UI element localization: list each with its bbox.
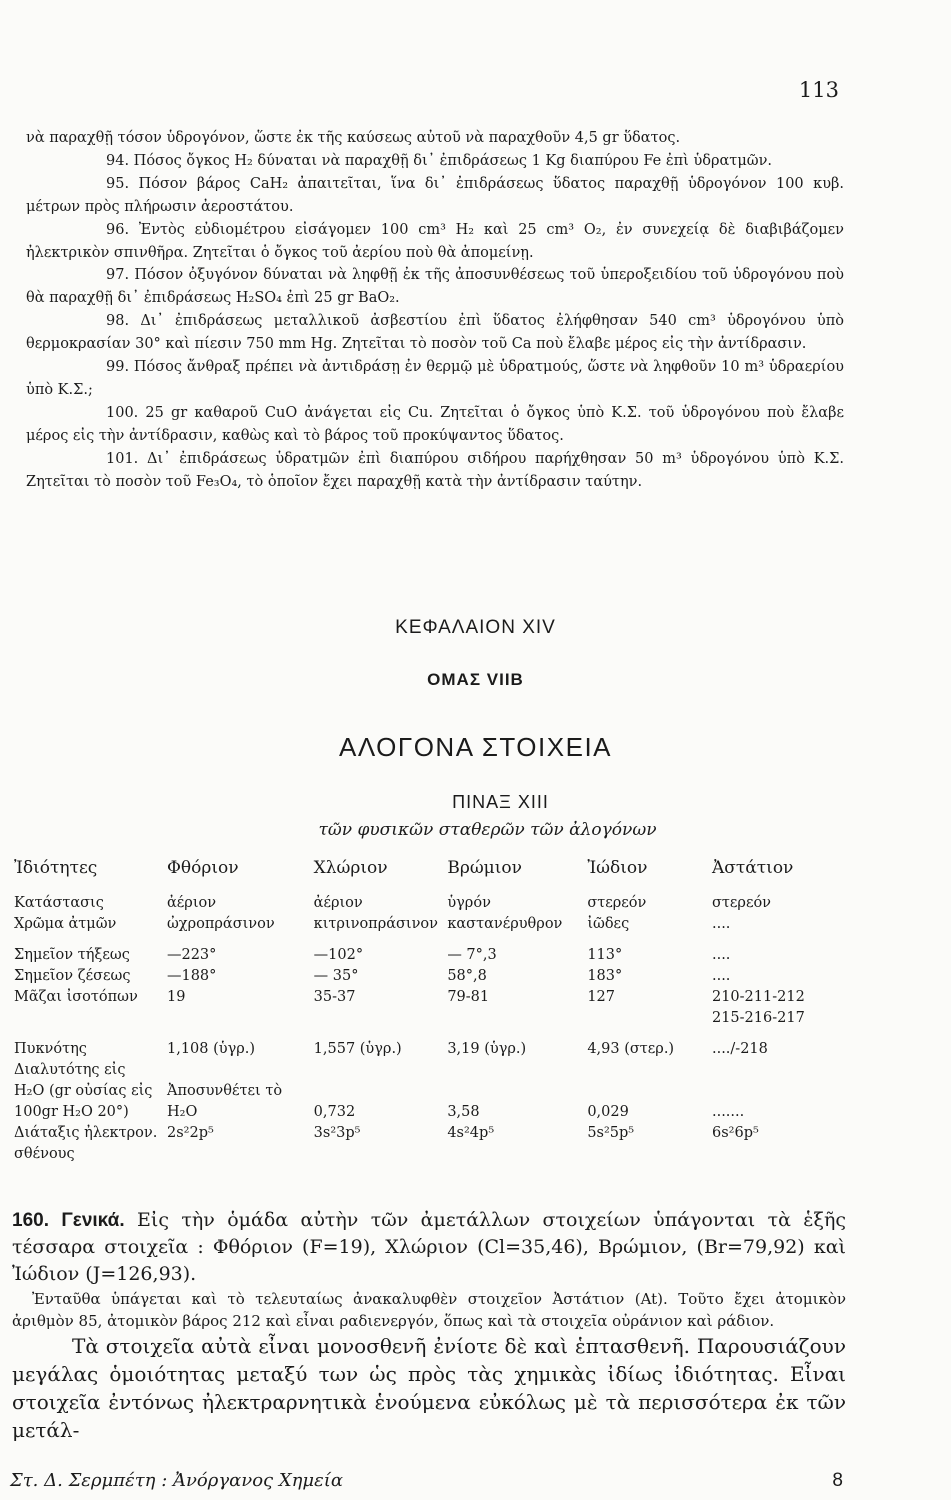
table-cell: Σημεῖον τήξεως xyxy=(14,947,130,963)
table-header: Βρώμιον xyxy=(447,858,522,878)
table-cell: — 7°,3 xyxy=(447,947,497,963)
table-row xyxy=(10,935,840,966)
table-header-row xyxy=(10,858,840,893)
table-row xyxy=(10,1029,840,1060)
table-header: Ἰδιότητες xyxy=(14,858,98,878)
table-row xyxy=(10,1123,840,1165)
section-160 xyxy=(12,1207,846,1444)
table-cell: 3,19 (ὑγρ.) xyxy=(447,1041,527,1057)
table-cell: ἀέριον xyxy=(313,895,363,911)
table-cell: ἰῶδες xyxy=(587,916,630,932)
group-heading: ΟΜΑΣ VIIB xyxy=(427,670,524,689)
section-paragraph-2: Ἐνταῦθα ὑπάγεται καὶ τὸ τελευταίως ἀνακαλυφθὲν στοιχεῖον Ἀστάτιον (At). Τοῦτο ἔχει ἀτομικὸν ἀριθμὸν 85, ἀτομικὸν βάρος 212 καὶ εἶναι ραδιενεργόν, ὅπως καὶ τὰ στοιχεῖα οὐράνιον καὶ ράδιον. xyxy=(12,1290,846,1330)
problem-item: νὰ παραχθῇ τόσον ὑδρογόνον, ὥστε ἐκ τῆς καύσεως αὐτοῦ νὰ παραχθοῦν 4,5 gr ὕδατος. xyxy=(26,130,681,146)
table-cell: 210-211-212 215-216-217 xyxy=(711,989,805,1026)
section-number: 160. xyxy=(12,1210,49,1231)
table-cell: —102° xyxy=(313,947,364,963)
table-cell: κιτρινοπράσινον xyxy=(313,916,438,932)
table-cell: 127 xyxy=(587,989,615,1005)
footer-book-title: Στ. Δ. Σερμπέτη : Ἀνόργανος Χημεία xyxy=(10,1470,343,1491)
table-cell: .... xyxy=(711,916,731,932)
table-cell: — 35° xyxy=(313,968,359,984)
table-row xyxy=(10,893,840,914)
table-cell: Διάταξις ἠλεκτρον. σθένους xyxy=(14,1125,158,1162)
properties-table xyxy=(10,858,840,1165)
table-cell: Σημεῖον ζέσεως xyxy=(14,968,131,984)
problem-item: 95. Πόσον βάρος CaH₂ ἀπαιτεῖται, ἵνα δι᾽ ἐπιδράσεως ὕδατος παραχθῇ ὑδρογόνον 100 κυβ. μέτρων πρὸς πλήρωσιν ἀεροστάτου. xyxy=(26,175,844,215)
table-cell: καστανέρυθρον xyxy=(447,916,563,932)
table-cell: —188° xyxy=(166,968,217,984)
table-cell: 58°,8 xyxy=(447,968,487,984)
table-cell: 4s²4p⁵ xyxy=(447,1125,495,1141)
problem-item: 101. Δι᾽ ἐπιδράσεως ὑδρατμῶν ἐπὶ διαπύρου σιδήρου παρήχθησαν 50 m³ ὑδρογόνου ὑπὸ Κ.Σ. Ζητεῖται τὸ ποσὸν τοῦ Fe₃O₄, τὸ ὁποῖον ἔχει παραχθῇ κατὰ τὴν ἀντίδρασιν ταύτην. xyxy=(26,450,844,490)
table-row xyxy=(10,987,840,1029)
table-cell: .... xyxy=(711,947,731,963)
problem-item: 98. Δι᾽ ἐπιδράσεως μεταλλικοῦ ἀσβεστίου ἐπὶ ὕδατος ἐλήφθησαν 540 cm³ ὑδρογόνου ὑπὸ θερμοκρασίαν 30° καὶ πίεσιν 750 mm Hg. Ζητεῖται τὸ ποσὸν τοῦ Ca ποὺ ἔλαβε μέρος εἰς τὴν ἀντίδρασιν. xyxy=(26,313,844,353)
table-cell: Πυκνότης xyxy=(14,1041,87,1057)
table-cell: 6s²6p⁵ xyxy=(711,1125,759,1141)
chapter-heading: ΚΕΦΑΛΑΙΟΝ XIV xyxy=(395,617,556,638)
table-cell: ἀέριον xyxy=(166,895,217,911)
table-cell: 1,557 (ὑγρ.) xyxy=(313,1041,402,1057)
table-cell: 113° xyxy=(587,947,623,963)
problem-list xyxy=(26,127,844,494)
problem-item: 99. Πόσος ἄνθραξ πρέπει νὰ ἀντιδράσῃ ἐν θερμῷ μὲ ὑδρατμούς, ὥστε νὰ ληφθοῦν 10 m³ ὑδραερίου ὑπὸ Κ.Σ.; xyxy=(26,359,844,398)
table-cell: 183° xyxy=(587,968,623,984)
table-cell: ....... xyxy=(711,1104,745,1120)
section-paragraph-1 xyxy=(12,1207,846,1288)
table-cell: 0,732 xyxy=(313,1104,356,1120)
table-header: Χλώριον xyxy=(313,858,388,878)
table-row xyxy=(10,966,840,987)
table-cell: ..../-218 xyxy=(711,1041,768,1057)
table-header: Ἰώδιον xyxy=(587,858,648,878)
table-cell: 2s²2p⁵ xyxy=(166,1125,214,1141)
table-cell: στερεόν xyxy=(711,895,771,911)
table-cell: 3s²3p⁵ xyxy=(313,1125,361,1141)
problem-item: 94. Πόσος ὄγκος H₂ δύναται νὰ παραχθῇ δι᾽ ἐπιδράσεως 1 Kg διαπύρου Fe ἐπὶ ὑδρατμῶν. xyxy=(106,152,772,169)
table-cell: Κατάστασις xyxy=(14,895,104,911)
chapter-title: ΑΛΟΓΟΝΑ ΣΤΟΙΧΕΙΑ xyxy=(338,732,613,762)
table-header: Φθόριον xyxy=(166,858,239,878)
problem-item: 100. 25 gr καθαροῦ CuO ἀνάγεται εἰς Cu. Ζητεῖται ὁ ὄγκος ὑπὸ Κ.Σ. τοῦ ὑδρογόνου ποὺ ἔλαβε μέρος εἰς τὴν ἀντίδρασιν, καθὼς καὶ τὸ βάρος τοῦ προκύψαντος ὕδατος. xyxy=(26,404,844,444)
table-cell: —223° xyxy=(166,947,217,963)
problem-item: 97. Πόσον ὀξυγόνον δύναται νὰ ληφθῇ ἐκ τῆς ἀποσυνθέσεως τοῦ ὑπεροξειδίου τοῦ ὑδρογόνου ποὺ θὰ παραχθῇ δι᾽ ἐπιδράσεως H₂SO₄ ἐπὶ 25 gr BaO₂. xyxy=(26,267,844,307)
table-header: Ἀστάτιον xyxy=(711,858,794,878)
section-paragraph-3: Τὰ στοιχεῖα αὐτὰ εἶναι μονοσθενῆ ἐνίοτε δὲ καὶ ἑπτασθενῆ. Παρουσιάζουν μεγάλας ὁμοιότητας μεταξύ των ὡς πρὸς τὰς χημικὰς ἰδίως ἰδιότητας. Εἶναι στοιχεῖα ἐντόνως ἠλεκτραρνητικὰ ἑνούμενα εὐκόλως μὲ τὰ περισσότερα ἐκ τῶν μετάλ- xyxy=(12,1334,846,1442)
table-row xyxy=(10,1060,840,1123)
table-cell: 35-37 xyxy=(313,989,356,1005)
page-number: 113 xyxy=(798,78,839,102)
section-text: Εἰς τὴν ὁμάδα αὐτὴν τῶν ἀμετάλλων στοιχείων ὑπάγονται τὰ ἑξῆς τέσσαρα στοιχεῖα : Φθόριον (F=19), Χλώριον (Cl=35,46), Βρώμιον, (Br=79,92) καὶ Ἰώδιον (J=126,93). xyxy=(12,1209,846,1285)
table-cell: .... xyxy=(711,968,731,984)
table-cell: 5s²5p⁵ xyxy=(587,1125,635,1141)
table-cell: Ἀποσυνθέτει τὸ H₂O xyxy=(166,1083,283,1120)
table-cell: 4,93 (στερ.) xyxy=(587,1041,675,1057)
table-cell: 3,58 xyxy=(447,1104,480,1120)
table-row xyxy=(10,914,840,935)
table-subtitle: τῶν φυσικῶν σταθερῶν τῶν ἀλογόνων xyxy=(318,820,657,840)
table-cell: Μᾶζαι ἰσοτόπων xyxy=(14,989,138,1005)
table-cell: 79-81 xyxy=(447,989,490,1005)
table-cell: Χρῶμα ἀτμῶν xyxy=(14,916,117,932)
table-cell: 0,029 xyxy=(587,1104,629,1120)
section-heading: Γενικά. xyxy=(61,1210,125,1231)
table-title: ΠΙΝΑΞ XIII xyxy=(452,792,549,812)
table-cell: ὑγρόν xyxy=(447,895,491,911)
footer-signature-mark: 8 xyxy=(832,1470,843,1491)
table-cell: στερεόν xyxy=(587,895,647,911)
table-cell: 1,108 (ὑγρ.) xyxy=(166,1041,256,1057)
table-cell: ὠχροπράσινον xyxy=(166,916,275,932)
problem-item: 96. Ἐντὸς εὐδιομέτρου εἰσάγομεν 100 cm³ H₂ καὶ 25 cm³ O₂, ἐν συνεχείᾳ δὲ διαβιβάζομεν ἠλεκτρικὸν σπινθῆρα. Ζητεῖται ὁ ὄγκος τοῦ ἀερίου ποὺ θὰ ἀπομείνῃ. xyxy=(26,221,844,261)
table-cell: Διαλυτότης εἰς H₂O (gr οὐσίας εἰς 100gr H₂O 20°) xyxy=(14,1062,153,1120)
table-cell: 19 xyxy=(166,989,186,1005)
